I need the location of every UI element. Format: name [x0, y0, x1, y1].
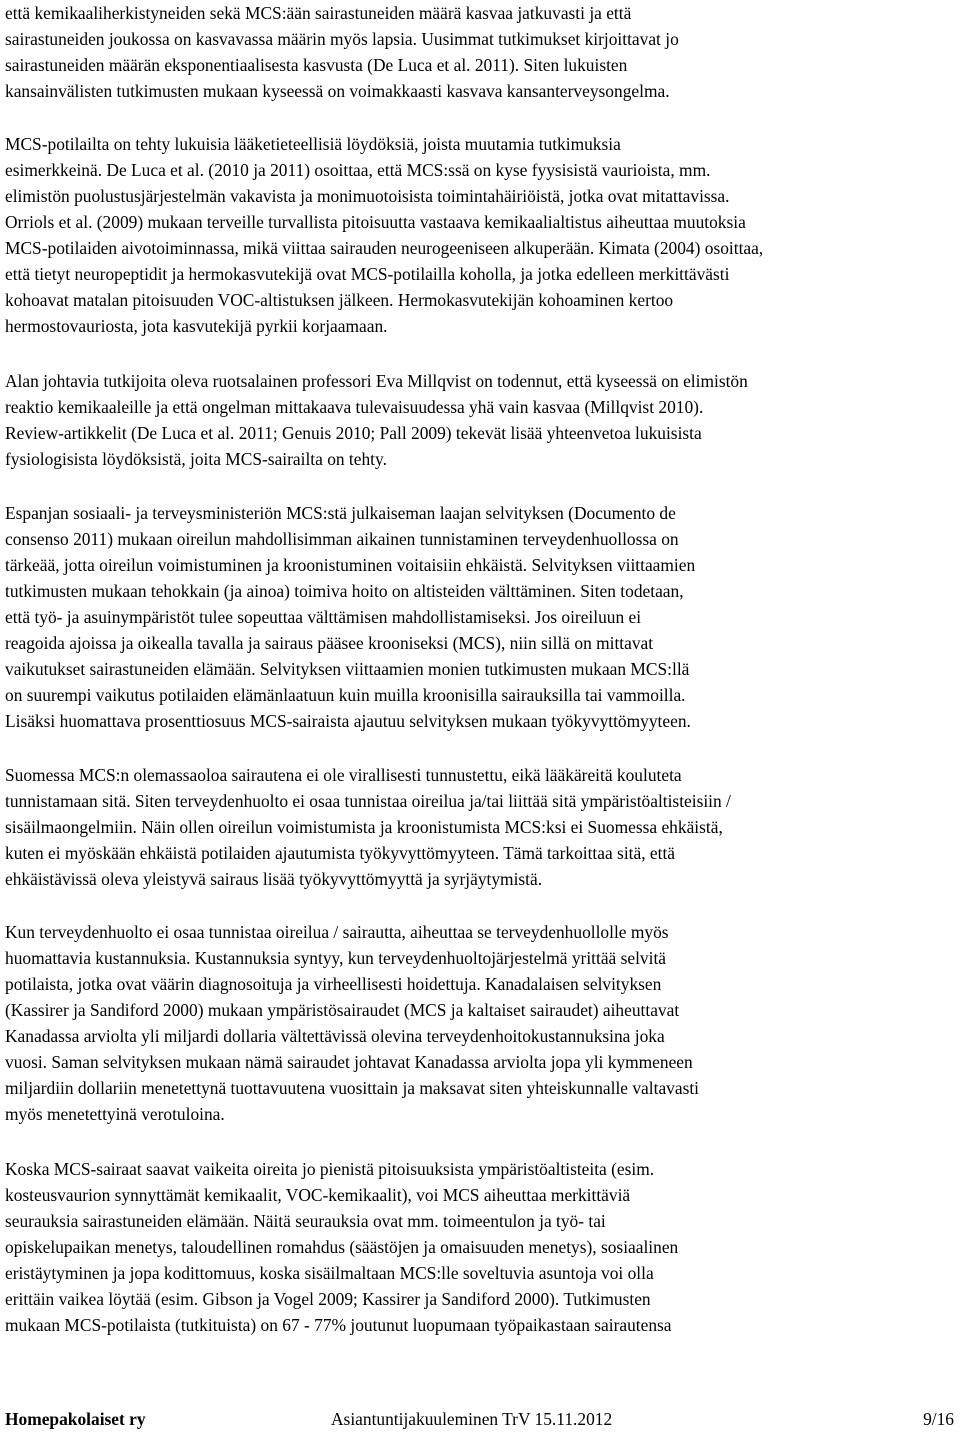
text-line: sisäilmaongelmiin. Näin ollen oireilun voimistumista ja kroonistumista MCS:ksi ei Suomessa ehkäistä, — [5, 817, 723, 837]
text-line: Review-artikkelit (De Luca et al. 2011; Genuis 2010; Pall 2009) tekevät lisää yhteenvetoa lukuisista — [5, 423, 702, 443]
text-line: sairastuneiden joukossa on kasvavassa määrin myös lapsia. Uusimmat tutkimukset kirjoittavat jo — [5, 29, 679, 49]
text-line: Suomessa MCS:n olemassaoloa sairautena ei ole virallisesti tunnustettu, eikä lääkäreitä kouluteta — [5, 765, 682, 785]
text-line: potilaista, jotka ovat väärin diagnosoituja ja virheellisesti hoidettuja. Kanadalaisen selvityksen — [5, 974, 662, 994]
text-line: miljardiin dollariin menetettynä tuottavuutena vuosittain ja maksavat siten yhteiskunnalle valtavasti — [5, 1078, 700, 1098]
text-line: vuosi. Saman selvityksen mukaan nämä sairaudet johtavat Kanadassa arviolta jopa yli kymmeneen — [5, 1052, 693, 1072]
text-line: mukaan MCS-potilaista (tutkituista) on 67 - 77% joutunut luopumaan työpaikastaan sairautensa — [5, 1315, 672, 1335]
footer-document-title: Asiantuntijakuuleminen TrV 15.11.2012 — [331, 1409, 613, 1429]
text-line: on suurempi vaikutus potilaiden elämänlaatuun kuin muilla kroonisilla sairauksilla tai vammoilla. — [5, 685, 686, 705]
text-line: esimerkkeinä. De Luca et al. (2010 ja 2011) osoittaa, että MCS:ssä on kyse fyysisistä vaurioista, mm. — [5, 160, 711, 180]
footer-organization: Homepakolaiset ry — [5, 1409, 146, 1429]
text-line: MCS-potilailta on tehty lukuisia lääketieteellisiä löydöksiä, joista muutamia tutkimuksia — [5, 134, 621, 154]
text-line: ehkäistävissä oleva yleistyvä sairaus lisää työkyvyttömyyttä ja syrjäytymistä. — [5, 869, 543, 889]
text-line: (Kassirer ja Sandiford 2000) mukaan ympäristösairaudet (MCS ja kaltaiset sairaudet) aiheuttavat — [5, 1000, 680, 1020]
text-line: eristäytyminen ja jopa kodittomuus, koska sisäilmaltaan MCS:lle soveltuvia asuntoja voi olla — [5, 1263, 654, 1283]
text-line: huomattavia kustannuksia. Kustannuksia syntyy, kun terveydenhuoltojärjestelmä yrittää selvitä — [5, 948, 667, 968]
text-line: kuten ei myöskään ehkäistä potilaiden ajautumista työkyvyttömyyteen. Tämä tarkoittaa sitä, että — [5, 843, 675, 863]
text-line: fysiologisista löydöksistä, joita MCS-sairailta on tehty. — [5, 449, 387, 469]
text-line: seurauksia sairastuneiden elämään. Näitä seurauksia ovat mm. toimeentulon ja työ- tai — [5, 1211, 606, 1231]
text-line: reagoida ajoissa ja oikealla tavalla ja sairaus pääsee krooniseksi (MCS), niin sillä on mittavat — [5, 633, 654, 653]
text-line: Kanadassa arviolta yli miljardi dollaria vältettävissä olevina terveydenhoitokustannuksina joka — [5, 1026, 665, 1046]
text-line: opiskelupaikan menetys, taloudellinen romahdus (säästöjen ja omaisuuden menetys), sosiaalinen — [5, 1237, 679, 1257]
text-line: myös menetettyinä verotuloina. — [5, 1104, 225, 1124]
text-line: sairastuneiden määrän eksponentiaalisesta kasvusta (De Luca et al. 2011). Siten lukuisten — [5, 55, 628, 75]
text-line: hermostovauriosta, jota kasvutekijä pyrkii korjaamaan. — [5, 316, 388, 336]
text-line: Espanjan sosiaali- ja terveysministeriön MCS:stä julkaiseman laajan selvityksen (Documento de — [5, 503, 676, 523]
text-line: että tietyt neuropeptidit ja hermokasvutekijä ovat MCS-potilailla koholla, ja jotka edelleen merkittävästi — [5, 264, 730, 284]
text-line: elimistön puolustusjärjestelmän vakavista ja monimuotoisista toimintahäiriöistä, jotka ovat mitattavissa. — [5, 186, 730, 206]
text-line: MCS-potilaiden aivotoiminnassa, mikä viittaa sairauden neurogeeniseen alkuperään. Kimata (2004) osoittaa, — [5, 238, 764, 258]
page-footer — [5, 1406, 960, 1432]
text-line: tutkimusten mukaan tehokkain (ja ainoa) toimiva hoito on altisteiden välttäminen. Siten todetaan, — [5, 581, 684, 601]
text-line: kosteusvaurion synnyttämät kemikaalit, VOC-kemikaalit), voi MCS aiheuttaa merkittäviä — [5, 1185, 631, 1205]
footer-page-number: 9/16 — [923, 1409, 954, 1429]
text-line: että työ- ja asuinympäristöt tulee sopeuttaa välttämisen mahdollistamiseksi. Jos oireiluun ei — [5, 607, 642, 627]
text-line: consenso 2011) mukaan oireilun mahdollisimman aikainen tunnistaminen terveydenhuollossa on — [5, 529, 679, 549]
text-line: Lisäksi huomattava prosenttiosuus MCS-sairaista ajautuu selvityksen mukaan työkyvyttömyyteen. — [5, 711, 691, 731]
text-line: Kun terveydenhuolto ei osaa tunnistaa oireilua / sairautta, aiheuttaa se terveydenhuollolle myös — [5, 922, 669, 942]
text-line: Koska MCS-sairaat saavat vaikeita oireita jo pienistä pitoisuuksista ympäristöaltisteita (esim. — [5, 1159, 655, 1179]
text-line: erittäin vaikea löytää (esim. Gibson ja Vogel 2009; Kassirer ja Sandiford 2000). Tutkimusten — [5, 1289, 651, 1309]
text-line: vaikutukset sairastuneiden elämään. Selvityksen viittaamien monien tutkimusten mukaan MCS:llä — [5, 659, 690, 679]
text-line: että kemikaaliherkistyneiden sekä MCS:ään sairastuneiden määrä kasvaa jatkuvasti ja että — [5, 3, 632, 23]
text-line: Alan johtavia tutkijoita oleva ruotsalainen professori Eva Millqvist on todennut, että kyseessä on elimistön — [5, 371, 748, 391]
text-line: tunnistamaan sitä. Siten terveydenhuolto ei osaa tunnistaa oireilua ja/tai liittää sitä ympäristöaltisteisiin / — [5, 791, 731, 811]
text-line: kansainvälisten tutkimusten mukaan kyseessä on voimakkaasti kasvava kansanterveysongelma. — [5, 81, 670, 101]
text-line: reaktio kemikaaleille ja että ongelman mittakaava tulevaisuudessa yhä vain kasvaa (Millqvist 2010). — [5, 397, 704, 417]
text-line: kohoavat matalan pitoisuuden VOC-altistuksen jälkeen. Hermokasvutekijän kohoaminen kertoo — [5, 290, 674, 310]
text-line: Orriols et al. (2009) mukaan terveille turvallista pitoisuutta vastaava kemikaalialtistus aiheuttaa muutoksia — [5, 212, 746, 232]
text-line: tärkeää, jotta oireilun voimistuminen ja kroonistuminen voitaisiin ehkäistä. Selvityksen viittaamien — [5, 555, 696, 575]
